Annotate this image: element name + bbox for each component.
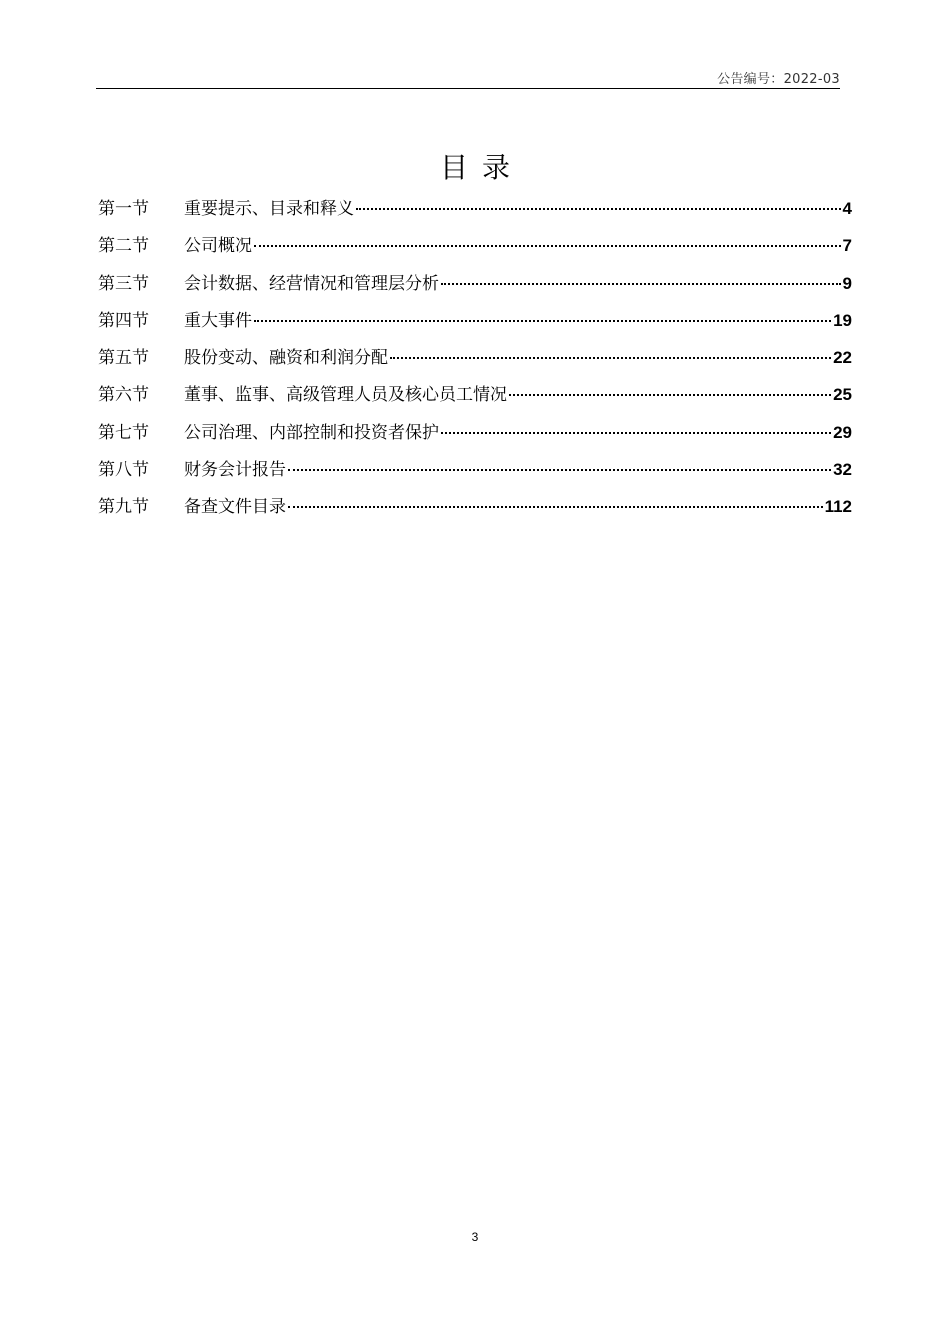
toc-section-title: 股份变动、融资和利润分配 (184, 348, 388, 369)
toc-section-number: 第三节 (98, 273, 149, 294)
toc-entry-7[interactable] (98, 420, 852, 457)
toc-section-number: 第五节 (98, 348, 149, 369)
toc-dot-leader (288, 469, 831, 471)
toc-section-number: 第七节 (98, 422, 149, 443)
toc-page-number: 19 (833, 310, 852, 330)
toc-page-number: 29 (833, 422, 852, 442)
toc-section-number: 第八节 (98, 460, 149, 481)
toc-section-number: 第六节 (98, 385, 149, 406)
toc-dot-leader (254, 245, 841, 247)
toc-section-number: 第四节 (98, 310, 149, 331)
toc-section-title: 财务会计报告 (184, 460, 286, 481)
toc-entry-9[interactable] (98, 494, 852, 531)
toc-entry-4[interactable] (98, 308, 852, 345)
toc-entry-5[interactable] (98, 345, 852, 382)
toc-entry-8[interactable] (98, 457, 852, 494)
toc-page-number: 9 (842, 273, 852, 293)
toc-section-title: 重大事件 (184, 310, 252, 331)
toc-dot-leader (441, 432, 831, 434)
toc-section-title: 董事、监事、高级管理人员及核心员工情况 (184, 385, 507, 406)
toc-section-number: 第一节 (98, 199, 149, 219)
toc-dot-leader (288, 506, 823, 508)
toc-section-number: 第九节 (98, 497, 149, 518)
page-number: 3 (471, 1230, 479, 1244)
toc-page-number: 22 (833, 348, 852, 368)
toc-dot-leader (356, 208, 841, 210)
toc-section-title: 公司治理、内部控制和投资者保护 (184, 422, 439, 443)
notice-number: 公告编号：2022-03 (717, 72, 840, 87)
toc-page-number: 32 (833, 460, 852, 480)
toc-title: 目录 (439, 151, 524, 184)
toc-section-title: 会计数据、经营情况和管理层分析 (184, 273, 439, 294)
toc-entry-3[interactable] (98, 271, 852, 308)
table-of-contents (98, 196, 852, 532)
toc-dot-leader (254, 320, 831, 322)
toc-dot-leader (390, 357, 831, 359)
toc-page-number: 4 (842, 199, 852, 218)
toc-page-number: 7 (842, 236, 852, 256)
toc-entry-2[interactable] (98, 233, 852, 270)
toc-section-number: 第二节 (98, 236, 149, 257)
toc-section-title: 备查文件目录 (184, 497, 286, 518)
toc-section-title: 重要提示、目录和释义 (184, 199, 354, 219)
toc-page-number: 112 (824, 497, 852, 517)
toc-section-title: 公司概况 (184, 236, 252, 257)
toc-entry-1[interactable] (98, 196, 852, 233)
header-divider (96, 88, 840, 89)
toc-dot-leader (441, 283, 841, 285)
toc-page-number: 25 (833, 385, 852, 405)
toc-dot-leader (509, 394, 831, 396)
toc-entry-6[interactable] (98, 382, 852, 419)
